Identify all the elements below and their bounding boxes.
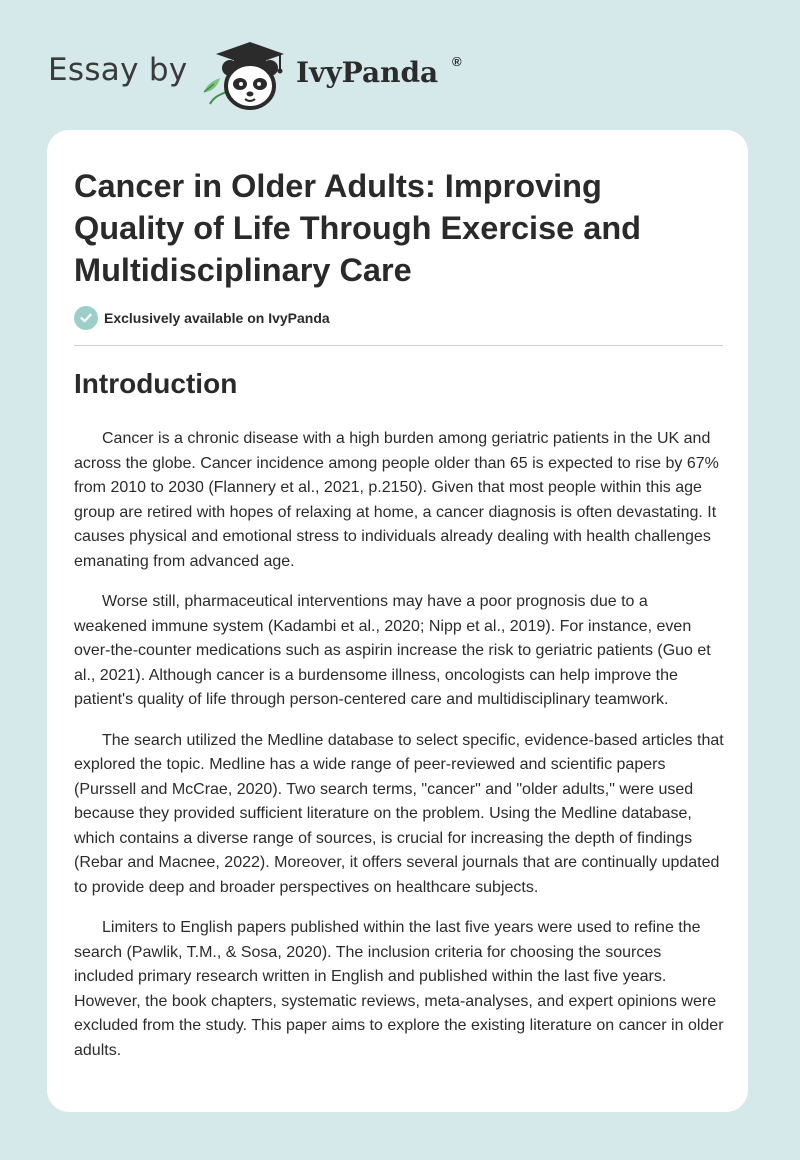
exclusive-badge [74, 306, 330, 330]
exclusive-badge-label: Exclusively available on IvyPanda [104, 310, 330, 326]
ivypanda-logo-text[interactable]: IvyPanda [296, 56, 439, 89]
article-title: Cancer in Older Adults: Improving Quality of Life Through Exercise and Multidisciplinary Care [74, 168, 642, 288]
paragraph-3: The search utilized the Medline database to select specific, evidence-based articles that explored the topic. Medline has a wide range of peer-reviewed and scientific papers (Purssell and McCrae, 2020). Two search terms, "cancer" and "older adults," were used because they provided sufficient literature on the problem. Using the Medline database, which contains a diverse range of sources, is crucial for increasing the depth of findings (Rebar and Macnee, 2022). Moreover, it offers several journals that are continually updated to provide deep and broader perspectives on healthcare subjects. [74, 731, 724, 896]
check-icon [74, 306, 98, 330]
paragraph-2: Worse still, pharmaceutical interventions may have a poor prognosis due to a weakened immune system (Kadambi et al., 2020; Nipp et al., 2019). For instance, even over-the-counter medications such as aspirin increase the risk to geriatric patients (Guo et al., 2021). Although cancer is a burdensome illness, oncologists can help improve the patient's quality of life through person-centered care and multidisciplinary teamwork. [74, 593, 711, 708]
essay-by-label: Essay by [48, 52, 188, 88]
paragraph-1: Cancer is a chronic disease with a high burden among geriatric patients in the UK and across the globe. Cancer incidence among people older than 65 is expected to rise by 67% from 2010 to 2030 (Flannery et al., 2021, p.2150). Given that most people within this age group are retired with hopes of relaxing at home, a cancer diagnosis is often devastating. It causes physical and emotional stress to individuals already dealing with health challenges emanating from advanced age. [74, 430, 719, 570]
panda-graduation-cap-icon[interactable] [200, 34, 296, 114]
section-heading-introduction: Introduction [74, 368, 238, 399]
article-body [74, 427, 724, 1079]
divider [74, 345, 723, 346]
site-header [48, 34, 548, 114]
registered-mark: ® [452, 54, 462, 69]
article-card [47, 130, 748, 1112]
paragraph-4: Limiters to English papers published within the last five years were used to refine the search (Pawlik, T.M., & Sosa, 2020). The inclusion criteria for choosing the sources included primary research written in English and published within the last five years. However, the book chapters, systematic reviews, meta-analyses, and expert opinions were excluded from the study. This paper aims to explore the existing literature on cancer in older adults. [74, 919, 724, 1059]
